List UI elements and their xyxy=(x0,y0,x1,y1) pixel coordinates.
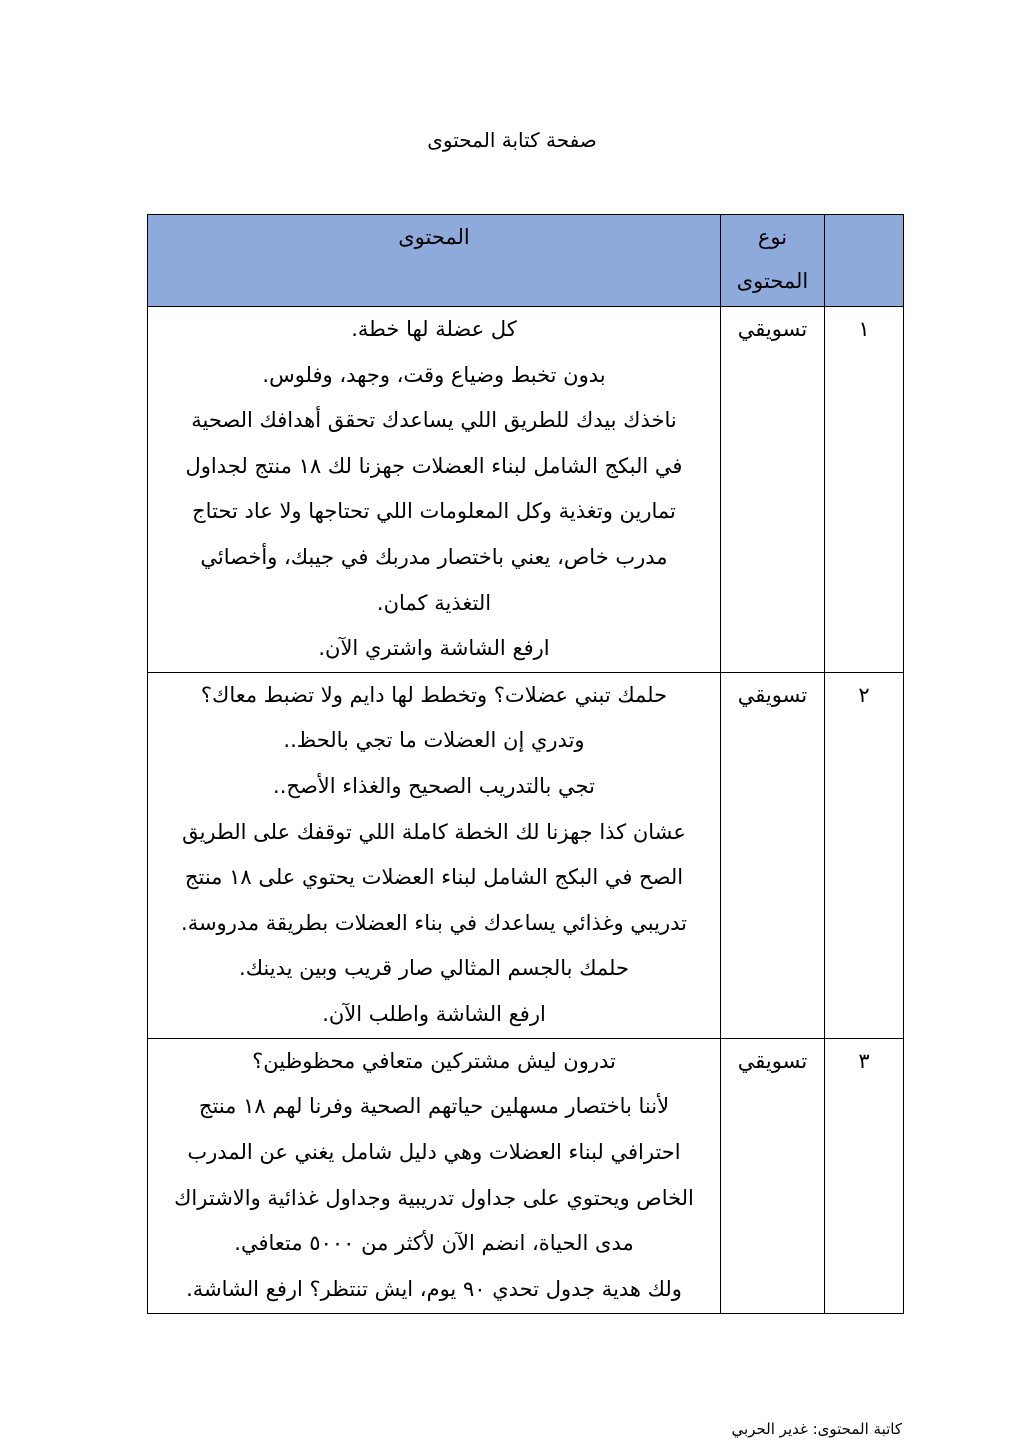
content-line: بدون تخبط وضياع وقت، وجهد، وفلوس. xyxy=(262,362,606,387)
content-line: مدرب خاص، يعني باختصار مدربك في جيبك، وأخصائي xyxy=(200,544,668,569)
content-line: احترافي لبناء العضلات وهي دليل شامل يغني عن المدرب xyxy=(187,1139,681,1164)
row-content xyxy=(148,672,721,1038)
content-line: حلمك بالجسم المثالي صار قريب وبين يدينك. xyxy=(239,956,629,981)
table-row xyxy=(148,1038,904,1313)
content-line: كل عضلة لها خطة. xyxy=(351,317,517,341)
content-line: الصح في البكج الشامل لبناء العضلات يحتوي على ١٨ منتج xyxy=(184,865,684,890)
row-number: ٣ xyxy=(825,1038,904,1313)
content-line: ارفع الشاشة واشتري الآن. xyxy=(318,636,550,661)
content-writer-credit: كاتبة المحتوى: غدير الحربي xyxy=(731,1420,902,1438)
header-type-line1: نوع xyxy=(757,225,788,249)
content-line: ارفع الشاشة واطلب الآن. xyxy=(322,1001,546,1026)
header-type-line2: المحتوى xyxy=(736,269,809,293)
content-line: وتدري إن العضلات ما تجي بالحظ.. xyxy=(283,728,585,753)
content-line: ناخذك بيدك للطريق اللي يساعدك تحقق أهدافك الصحية xyxy=(191,408,677,433)
content-line: مدى الحياة، انضم الآن لأكثر من ٥٠٠٠ متعافي. xyxy=(234,1231,634,1256)
row-type: تسويقي xyxy=(721,1038,825,1313)
row-type: تسويقي xyxy=(721,672,825,1038)
row-content xyxy=(148,1038,721,1313)
page-title: صفحة كتابة المحتوى xyxy=(427,128,597,152)
content-line: لأننا باختصار مسهلين حياتهم الصحية وفرنا لهم ١٨ منتج xyxy=(198,1094,670,1119)
content-line: تدرون ليش مشتركين متعافي محظوظين؟ xyxy=(252,1048,616,1073)
table-header-row xyxy=(148,215,904,307)
row-number: ١ xyxy=(825,307,904,673)
content-table xyxy=(147,214,904,1314)
row-number: ٢ xyxy=(825,672,904,1038)
header-content-type xyxy=(721,215,825,307)
header-number xyxy=(825,215,904,307)
content-line: حلمك تبني عضلات؟ وتخطط لها دايم ولا تضبط معاك؟ xyxy=(200,682,668,707)
content-line: ولك هدية جدول تحدي ٩٠ يوم، ايش تنتظر؟ ارفع الشاشة. xyxy=(186,1276,682,1301)
content-line: في البكج الشامل لبناء العضلات جهزنا لك ١٨ منتج لجداول xyxy=(185,453,683,478)
header-content: المحتوى xyxy=(148,215,721,307)
table-row xyxy=(148,672,904,1038)
content-line: التغذية كمان. xyxy=(376,590,492,615)
content-line: تجي بالتدريب الصحيح والغذاء الأصح.. xyxy=(273,773,595,798)
content-line: الخاص ويحتوي على جداول تدريبية وجداول غذائية والاشتراك xyxy=(174,1185,694,1210)
content-line: تمارين وتغذية وكل المعلومات اللي تحتاجها ولا عاد تحتاج xyxy=(192,499,676,524)
row-content xyxy=(148,307,721,673)
content-line: عشان كذا جهزنا لك الخطة كاملة اللي توقفك على الطريق xyxy=(182,819,686,844)
row-type: تسويقي xyxy=(721,307,825,673)
content-line: تدريبي وغذائي يساعدك في بناء العضلات بطريقة مدروسة. xyxy=(181,910,687,935)
table-row xyxy=(148,307,904,673)
